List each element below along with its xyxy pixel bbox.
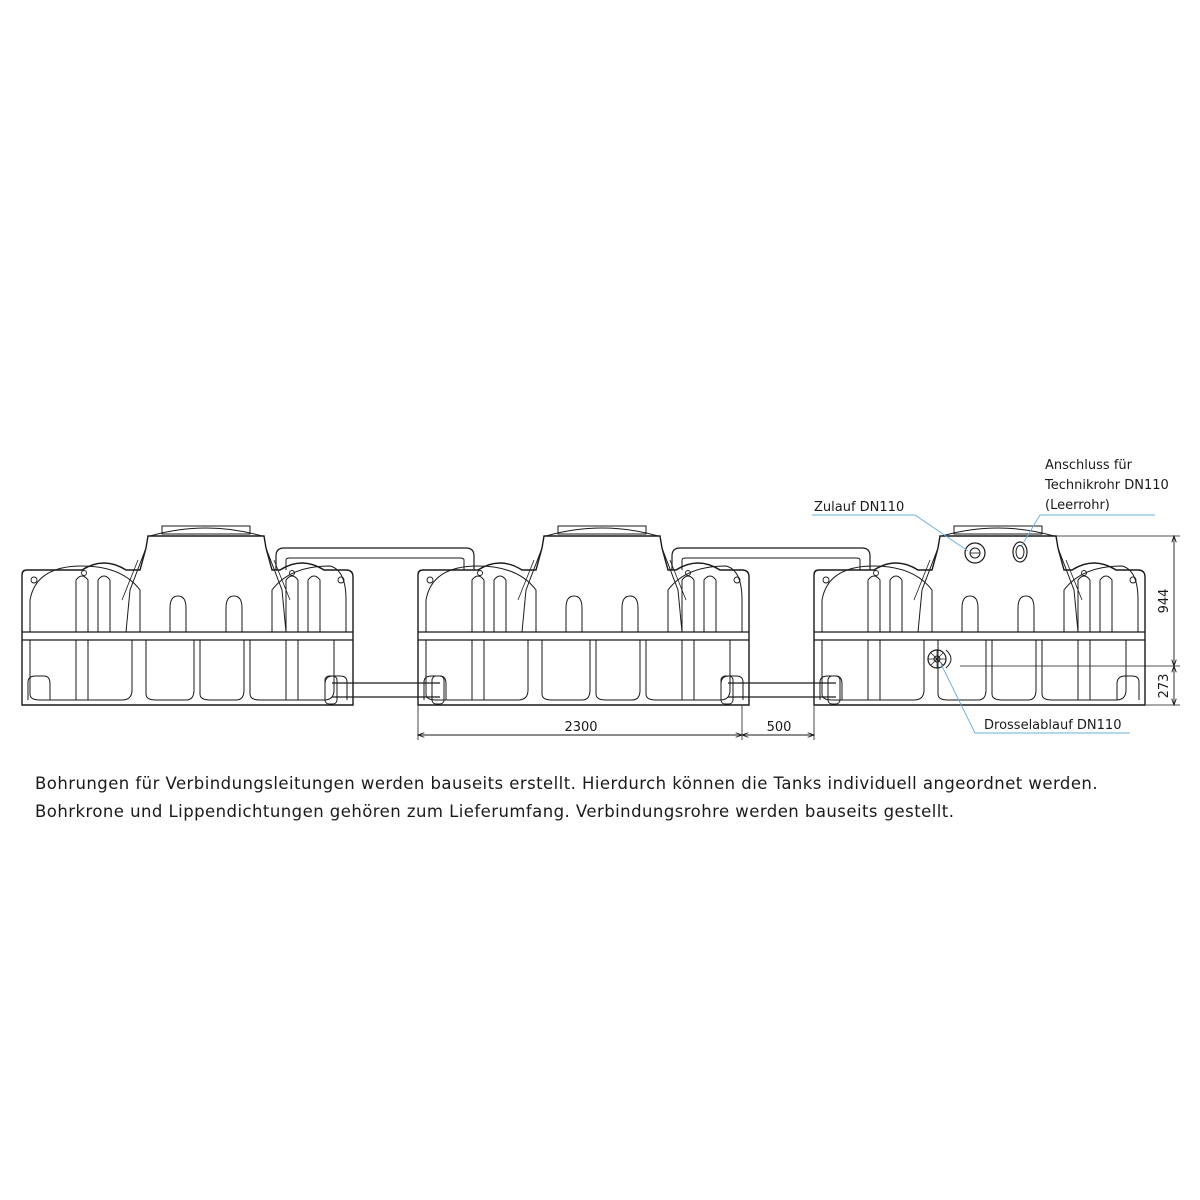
note-line-2: Bohrkrone und Lippendichtungen gehören zum Lieferumfang. Verbindungsrohre werden bauseits gestellt. <box>35 802 955 821</box>
dim-gap: 500 <box>766 720 792 735</box>
tank-left <box>22 526 353 705</box>
label-conduit-line3: (Leerrohr) <box>1045 498 1110 513</box>
dim-outlet-height: 273 <box>1157 673 1172 699</box>
tank-middle <box>418 526 749 705</box>
conduit-fitting <box>1013 542 1027 562</box>
label-conduit-line1: Anschluss für <box>1045 458 1132 473</box>
throttle-outlet-fitting <box>928 650 951 668</box>
label-throttle-outlet: Drosselablauf DN110 <box>984 718 1122 733</box>
dim-vertical <box>960 536 1180 705</box>
top-pipe-2 <box>672 548 870 570</box>
dim-horizontal <box>418 706 814 740</box>
dim-height: 944 <box>1157 588 1172 614</box>
dim-spacing: 2300 <box>564 720 598 735</box>
label-conduit-line2: Technikrohr DN110 <box>1045 478 1169 493</box>
installation-note <box>35 770 1170 826</box>
inlet-fitting <box>965 543 985 563</box>
top-pipe-1 <box>276 548 474 570</box>
label-inlet: Zulauf DN110 <box>814 500 905 515</box>
note-line-1: Bohrungen für Verbindungsleitungen werden bauseits erstellt. Hierdurch können die Tanks individuell angeordnet werden. <box>35 774 1099 793</box>
